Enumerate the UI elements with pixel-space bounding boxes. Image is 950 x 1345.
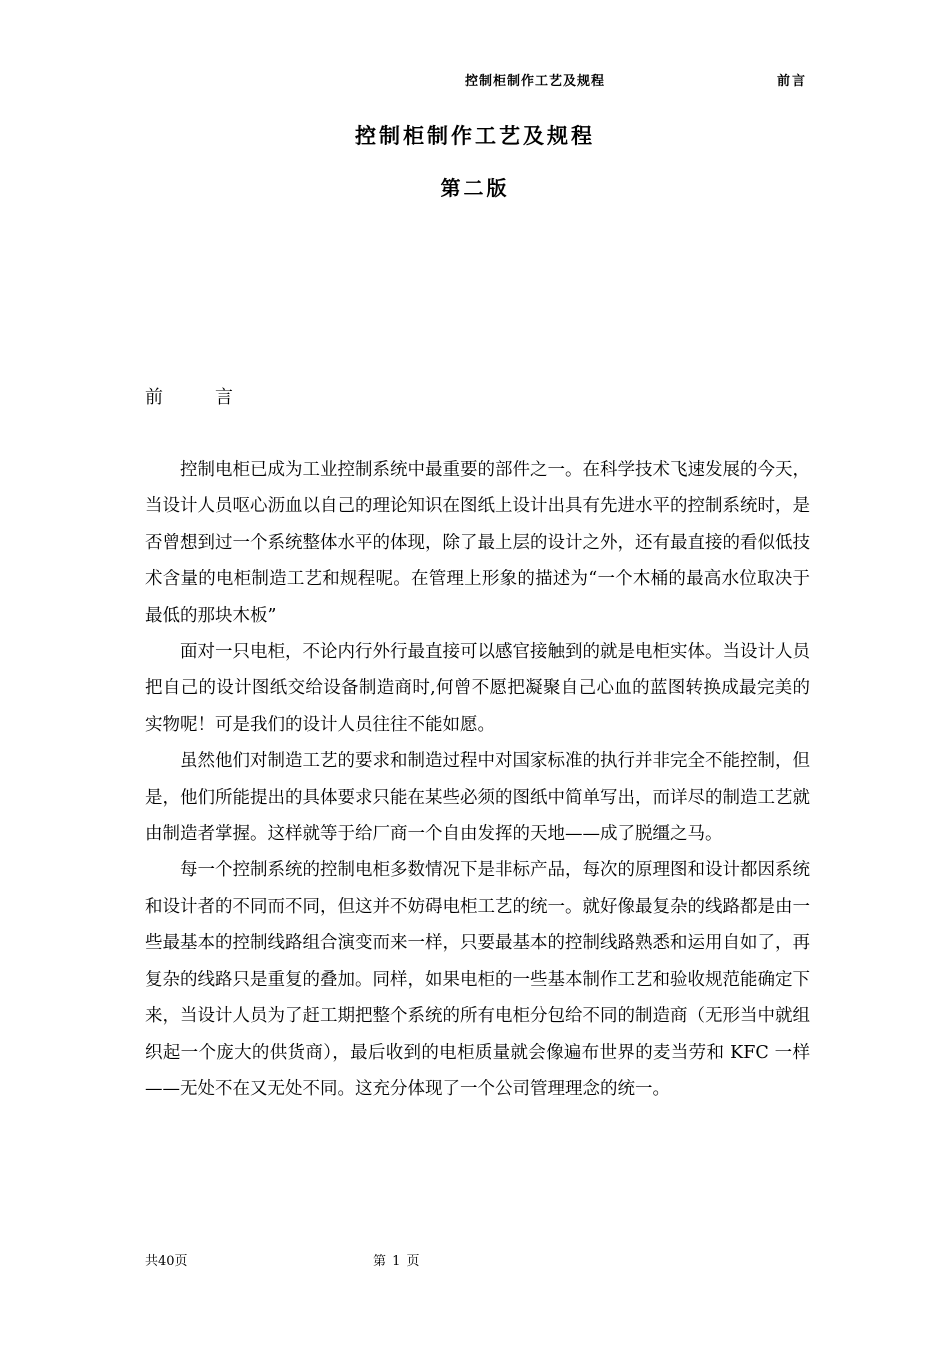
body-text [145,452,810,1107]
footer-total-pages: 共40页 [145,1254,188,1269]
footer-page-number: 第 1 页 [373,1254,421,1269]
paragraph: 每一个控制系统的控制电柜多数情况下是非标产品，每次的原理图和设计都因系统和设计者的不同而不同，但这并不妨碍电柜工艺的统一。就好像最复杂的线路都是由一些最基本的控制线路组合演变而来一样，只要最基本的控制线路熟悉和运用自如了，再复杂的线路只是重复的叠加。同样，如果电柜的一些基本制作工艺和验收规范能确定下来，当设计人员为了赶工期把整个系统的所有电柜分包给不同的制造商（无形当中就组织起一个庞大的供货商），最后收到的电柜质量就会像遍布世界的麦当劳和 KFC 一样——无处不在又无处不同。这充分体现了一个公司管理理念的统一。 [145,860,810,1099]
paragraph: 面对一只电柜，不论内行外行最直接可以感官接触到的就是电柜实体。当设计人员把自己的设计图纸交给设备制造商时,何曾不愿把凝聚自己心血的蓝图转换成最完美的实物呢！可是我们的设计人员往往不能如愿。 [145,642,810,735]
running-header-section: 前言 [777,74,808,89]
section-heading: 前言 [145,387,285,408]
running-header-title: 控制柜制作工艺及规程 [465,74,606,89]
document-edition: 第二版 [440,176,510,200]
paragraph: 控制电柜已成为工业控制系统中最重要的部件之一。在科学技术飞速发展的今天，当设计人员呕心沥血以自己的理论知识在图纸上设计出具有先进水平的控制系统时，是否曾想到过一个系统整体水平的体现，除了最上层的设计之外，还有最直接的看似低技术含量的电柜制造工艺和规程呢。在管理上形象的描述为“一个木桶的最高水位取决于最低的那块木板” [145,460,810,626]
document-title: 控制柜制作工艺及规程 [355,123,595,148]
paragraph: 虽然他们对制造工艺的要求和制造过程中对国家标准的执行并非完全不能控制，但是，他们所能提出的具体要求只能在某些必须的图纸中简单写出，而详尽的制造工艺就由制造者掌握。这样就等于给厂商一个自由发挥的天地——成了脱缰之马。 [145,751,810,845]
